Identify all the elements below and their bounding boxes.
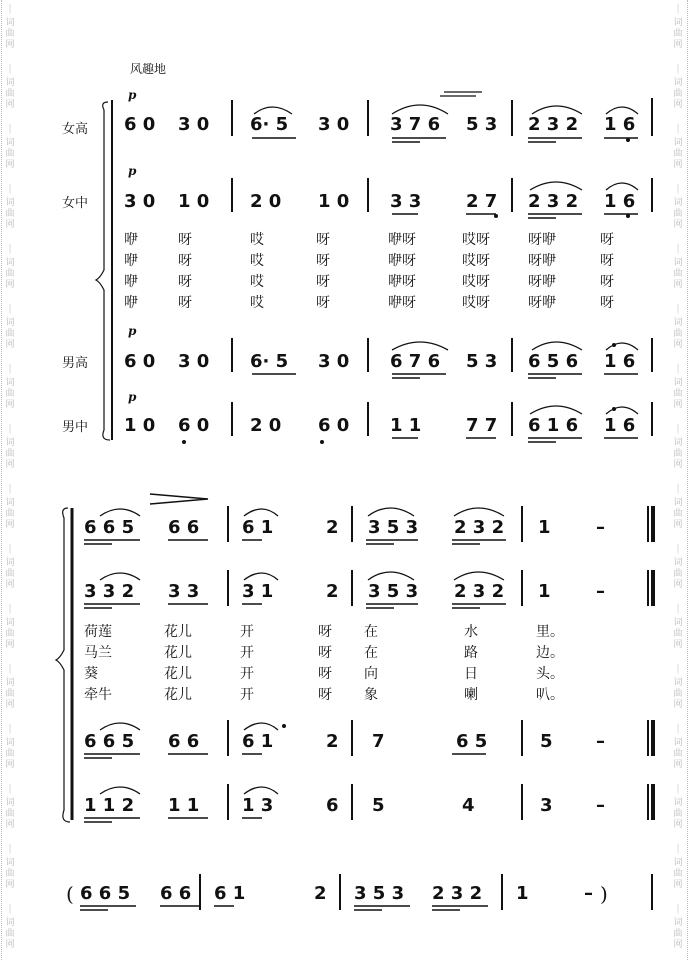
lyric: 咿呀	[388, 274, 416, 290]
watermark-char: 词	[5, 858, 15, 868]
note-group: 2 0	[250, 415, 282, 436]
watermark-char: 词	[673, 678, 683, 688]
lyric: 呀	[600, 232, 614, 248]
note-group: 4	[462, 795, 475, 816]
watermark-char: 曲	[5, 509, 15, 519]
lyric: 呀	[178, 232, 192, 248]
lyric: 路	[464, 645, 478, 661]
lyric: 呀咿	[528, 253, 556, 269]
note-group: 3 5 3	[354, 883, 405, 904]
note-group: 2	[326, 731, 339, 752]
watermark-char: 词	[5, 378, 15, 388]
watermark-char: 词	[673, 438, 683, 448]
note-group: 6 1 6	[528, 415, 579, 436]
note-group: 6 6	[160, 883, 192, 904]
watermark-char: 曲	[673, 329, 683, 339]
watermark-tick: |	[8, 124, 12, 134]
note-group: 5 3	[466, 351, 498, 372]
note-group: 6 0	[178, 415, 210, 436]
note-group: 6 1	[242, 517, 274, 538]
watermark-char: 词	[673, 78, 683, 88]
note-group: 7	[372, 731, 385, 752]
watermark-tick: |	[8, 424, 12, 434]
watermark-tick: |	[676, 184, 680, 194]
watermark-char: 词	[5, 78, 15, 88]
watermark-tick: |	[676, 904, 680, 914]
watermark-char: 网	[673, 40, 683, 50]
rhythm-underlines	[80, 138, 638, 910]
watermark-tick: |	[676, 604, 680, 614]
note-group: 3 1	[242, 581, 274, 602]
watermark-char: 网	[673, 220, 683, 230]
watermark-tick: |	[8, 304, 12, 314]
note-group: 3 0	[178, 114, 210, 135]
watermark-char: 曲	[673, 749, 683, 759]
note-group: 2	[326, 517, 339, 538]
part-label-tenor: 男高	[62, 356, 89, 371]
watermark-tick: |	[676, 784, 680, 794]
watermark-char: 曲	[673, 269, 683, 279]
note-group: –	[584, 883, 593, 904]
watermark-tick: |	[676, 124, 680, 134]
note-group: 5	[540, 731, 553, 752]
lyric: 呀	[316, 253, 330, 269]
lyric: 哎呀	[462, 295, 490, 311]
watermark-char: 曲	[5, 209, 15, 219]
note-group: 6	[326, 795, 339, 816]
note-group: 6· 5	[250, 351, 289, 372]
note-group: 2 0	[250, 191, 282, 212]
watermark-char: 词	[5, 138, 15, 148]
watermark-char: 词	[673, 558, 683, 568]
lyric: 咿	[124, 232, 138, 248]
watermark-char: 词	[673, 918, 683, 928]
lyric: 向	[364, 666, 378, 682]
watermark-char: 网	[5, 100, 15, 110]
lyric: 哎	[250, 232, 264, 248]
lyric: 哎呀	[462, 274, 490, 290]
watermark-char: 曲	[673, 689, 683, 699]
lyric: 咿	[124, 274, 138, 290]
note-group: 1	[516, 883, 529, 904]
note-group: 6 0	[124, 351, 156, 372]
note-group: 3 5 3	[368, 517, 419, 538]
watermark-char: 曲	[5, 809, 15, 819]
watermark-char: 曲	[5, 929, 15, 939]
watermark-tick: |	[8, 904, 12, 914]
note-group: 1	[538, 581, 551, 602]
watermark-char: 网	[673, 520, 683, 530]
lyric: 呀	[178, 274, 192, 290]
watermark-char: 曲	[673, 929, 683, 939]
watermark-tick: |	[676, 424, 680, 434]
watermark-char: 网	[673, 340, 683, 350]
watermark-char: 词	[5, 198, 15, 208]
lyric: 叭。	[536, 687, 564, 703]
hairpin-lines	[440, 92, 482, 96]
note-group: 2 3 2	[432, 883, 483, 904]
note-group: 5 3	[466, 114, 498, 135]
watermark-char: 词	[5, 438, 15, 448]
note-group: 1 0	[318, 191, 350, 212]
note-group: 6 6	[168, 731, 200, 752]
lyric: 呀咿	[528, 295, 556, 311]
watermark-char: 网	[5, 160, 15, 170]
note-group: 2 3 2	[454, 517, 505, 538]
system2-slurs	[100, 508, 504, 794]
lyric: 哎	[250, 295, 264, 311]
note-group: 6 5	[456, 731, 488, 752]
system1-brace	[96, 102, 110, 440]
part-label-bass: 男中	[62, 420, 89, 435]
watermark-char: 词	[5, 618, 15, 628]
lyric: 花儿	[164, 687, 192, 703]
note-group: –	[596, 581, 605, 602]
note-group: 6 6 5	[84, 731, 135, 752]
note-group: 1 0	[178, 191, 210, 212]
watermark-char: 曲	[673, 869, 683, 879]
note-group: 5	[372, 795, 385, 816]
watermark-tick: |	[8, 544, 12, 554]
watermark-char: 曲	[5, 269, 15, 279]
lyric: 开	[240, 687, 254, 703]
watermark-char: 词	[673, 138, 683, 148]
system2-barlines	[228, 506, 653, 820]
note-group: 3 5 3	[368, 581, 419, 602]
lyric: 呀	[318, 645, 332, 661]
watermark-tick: |	[8, 184, 12, 194]
note-group: 1 6	[604, 351, 636, 372]
watermark-tick: |	[676, 4, 680, 14]
watermark-char: 曲	[5, 89, 15, 99]
watermark-char: 曲	[673, 629, 683, 639]
watermark-char: 网	[673, 100, 683, 110]
lyric: 哎	[250, 253, 264, 269]
watermark-char: 曲	[5, 569, 15, 579]
lyric: 在	[364, 624, 378, 640]
lyric: 荷莲	[84, 624, 112, 640]
note-group: 2 3 2	[528, 191, 579, 212]
note-group: 2	[326, 581, 339, 602]
watermark-char: 曲	[5, 629, 15, 639]
watermark-char: 曲	[673, 569, 683, 579]
lyric: 咿	[124, 295, 138, 311]
system1-barlines	[232, 98, 652, 436]
watermark-char: 词	[673, 618, 683, 628]
note-group: 6 0	[124, 114, 156, 135]
dynamic-bass: p	[128, 390, 137, 404]
part-label-alto: 女中	[62, 196, 89, 211]
watermark-char: 词	[673, 198, 683, 208]
lyric: 牵牛	[84, 687, 112, 703]
lyric: 呀	[318, 666, 332, 682]
lyric: 开	[240, 624, 254, 640]
watermark-char: 网	[5, 640, 15, 650]
watermark-char: 网	[5, 760, 15, 770]
watermark-char: 词	[5, 678, 15, 688]
lyric: 呀咿	[528, 274, 556, 290]
note-group: 1 6	[604, 191, 636, 212]
note-group: 1 1	[390, 415, 422, 436]
watermark-char: 词	[5, 498, 15, 508]
watermark-char: 词	[5, 558, 15, 568]
note-group: 1 3	[242, 795, 274, 816]
watermark-char: 网	[5, 400, 15, 410]
note-group: 1 6	[604, 415, 636, 436]
note-group: 3 3	[168, 581, 200, 602]
watermark-char: 网	[5, 820, 15, 830]
watermark-char: 词	[5, 918, 15, 928]
watermark-tick: |	[676, 244, 680, 254]
interlude-close-paren: )	[600, 882, 608, 906]
watermark-char: 网	[5, 460, 15, 470]
watermark-char: 网	[5, 580, 15, 590]
watermark-tick: |	[676, 364, 680, 374]
lyric: 花儿	[164, 645, 192, 661]
watermark-char: 网	[5, 940, 15, 950]
lyric: 哎呀	[462, 232, 490, 248]
lyric: 水	[464, 624, 478, 640]
watermark-tick: |	[676, 664, 680, 674]
watermark-char: 词	[5, 258, 15, 268]
watermark-char: 曲	[5, 329, 15, 339]
lyric: 呀	[178, 295, 192, 311]
part-label-soprano: 女高	[62, 122, 89, 137]
note-group: 1 0	[124, 415, 156, 436]
watermark-tick: |	[676, 64, 680, 74]
watermark-char: 词	[5, 318, 15, 328]
note-group: 3 3 2	[84, 581, 135, 602]
watermark-char: 曲	[673, 29, 683, 39]
tempo-marking: 风趣地	[130, 62, 167, 76]
watermark-char: 网	[673, 640, 683, 650]
watermark-tick: |	[8, 4, 12, 14]
note-group: 3 0	[318, 351, 350, 372]
watermark-tick: |	[8, 664, 12, 674]
watermark-tick: |	[8, 604, 12, 614]
watermark-tick: |	[8, 724, 12, 734]
note-group: 6 1	[242, 731, 274, 752]
watermark-char: 网	[5, 220, 15, 230]
watermark-char: 曲	[673, 509, 683, 519]
note-group: 3 0	[178, 351, 210, 372]
lyric: 日	[464, 666, 478, 682]
lyric: 咿	[124, 253, 138, 269]
interlude-open-paren: (	[66, 882, 74, 906]
lyric: 在	[364, 645, 378, 661]
note-group: 6 6	[168, 517, 200, 538]
note-group: 1 6	[604, 114, 636, 135]
note-group: 6 5 6	[528, 351, 579, 372]
note-group: 6 7 6	[390, 351, 441, 372]
lyric: 呀	[316, 232, 330, 248]
watermark-tick: |	[8, 484, 12, 494]
note-group: 6 0	[318, 415, 350, 436]
watermark-tick: |	[8, 844, 12, 854]
note-group: 6 1	[214, 883, 246, 904]
watermark-char: 网	[673, 460, 683, 470]
watermark-tick: |	[8, 64, 12, 74]
watermark-char: 曲	[673, 449, 683, 459]
lyric: 呀	[600, 274, 614, 290]
lyric: 呀咿	[528, 232, 556, 248]
watermark-char: 网	[5, 880, 15, 890]
watermark-char: 曲	[673, 149, 683, 159]
watermark-char: 网	[673, 820, 683, 830]
watermark-tick: |	[676, 844, 680, 854]
watermark-char: 网	[673, 580, 683, 590]
watermark-char: 曲	[5, 749, 15, 759]
watermark-char: 网	[673, 880, 683, 890]
lyric: 葵	[84, 666, 98, 682]
note-group: 1 1 2	[84, 795, 135, 816]
note-group: 3 0	[124, 191, 156, 212]
watermark-char: 词	[673, 258, 683, 268]
watermark-tick: |	[8, 364, 12, 374]
watermark-char: 曲	[5, 689, 15, 699]
lyric: 象	[364, 687, 378, 703]
watermark-char: 词	[673, 858, 683, 868]
lyric: 咿呀	[388, 232, 416, 248]
system1-slurs	[254, 105, 638, 414]
watermark-char: 网	[5, 520, 15, 530]
watermark-tick: |	[8, 784, 12, 794]
watermark-char: 网	[5, 280, 15, 290]
watermark-char: 网	[5, 40, 15, 50]
lyric: 花儿	[164, 666, 192, 682]
lyric: 咿呀	[388, 295, 416, 311]
note-group: 2 3 2	[528, 114, 579, 135]
lyric: 哎呀	[462, 253, 490, 269]
watermark-char: 网	[673, 700, 683, 710]
watermark-char: 曲	[5, 449, 15, 459]
watermark-char: 曲	[673, 209, 683, 219]
lyric: 开	[240, 666, 254, 682]
lyric: 头。	[536, 666, 564, 682]
watermark-char: 词	[5, 798, 15, 808]
system2-brace	[56, 508, 70, 822]
note-group: 2 7	[466, 191, 498, 212]
lyric: 呀	[318, 624, 332, 640]
lyric: 边。	[536, 645, 564, 661]
watermark-tick: |	[8, 244, 12, 254]
lyric: 花儿	[164, 624, 192, 640]
lyric: 马兰	[84, 645, 112, 661]
lyric: 呀	[600, 253, 614, 269]
lyric: 里。	[536, 624, 564, 640]
watermark-char: 曲	[5, 29, 15, 39]
note-group: 1 1	[168, 795, 200, 816]
watermark-tick: |	[676, 304, 680, 314]
watermark-char: 曲	[673, 89, 683, 99]
interlude-barlines	[200, 874, 652, 910]
watermark-char: 词	[673, 318, 683, 328]
watermark-char: 词	[5, 18, 15, 28]
dynamic-tenor: p	[128, 324, 137, 338]
lyric: 呀	[318, 687, 332, 703]
watermark-char: 词	[673, 378, 683, 388]
watermark-char: 曲	[5, 389, 15, 399]
lyric: 咿呀	[388, 253, 416, 269]
note-group: 2	[314, 883, 327, 904]
watermark-char: 曲	[5, 869, 15, 879]
hairpin	[150, 494, 208, 504]
note-group: 6 6 5	[80, 883, 131, 904]
watermark-char: 网	[673, 940, 683, 950]
dynamic-alto: p	[128, 164, 137, 178]
note-group: 3 7 6	[390, 114, 441, 135]
lyric: 开	[240, 645, 254, 661]
watermark-tick: |	[676, 484, 680, 494]
dynamic-soprano: p	[128, 88, 137, 102]
lyric: 呀	[316, 274, 330, 290]
note-group: –	[596, 731, 605, 752]
watermark-char: 网	[673, 280, 683, 290]
note-group: 1	[538, 517, 551, 538]
note-group: –	[596, 795, 605, 816]
note-group: 6 6 5	[84, 517, 135, 538]
note-group: 6· 5	[250, 114, 289, 135]
lyric: 呀	[178, 253, 192, 269]
watermark-char: 词	[673, 18, 683, 28]
note-group: 7 7	[466, 415, 498, 436]
lyric: 呀	[316, 295, 330, 311]
watermark-char: 曲	[5, 149, 15, 159]
note-group: 2 3 2	[454, 581, 505, 602]
watermark-char: 网	[5, 700, 15, 710]
note-group: –	[596, 517, 605, 538]
watermark-char: 网	[673, 160, 683, 170]
watermark-char: 词	[673, 798, 683, 808]
watermark-char: 网	[673, 400, 683, 410]
lyric: 哎	[250, 274, 264, 290]
watermark-char: 词	[5, 738, 15, 748]
watermark-tick: |	[676, 724, 680, 734]
watermark-char: 网	[5, 340, 15, 350]
watermark-char: 曲	[673, 389, 683, 399]
note-group: 3 3	[390, 191, 422, 212]
watermark-char: 曲	[673, 809, 683, 819]
lyric: 喇	[464, 687, 478, 703]
watermark-char: 网	[673, 760, 683, 770]
note-group: 3	[540, 795, 553, 816]
lyric: 呀	[600, 295, 614, 311]
note-group: 3 0	[318, 114, 350, 135]
watermark-tick: |	[676, 544, 680, 554]
watermark-char: 词	[673, 498, 683, 508]
octave-dots	[182, 138, 630, 728]
watermark-char: 词	[673, 738, 683, 748]
